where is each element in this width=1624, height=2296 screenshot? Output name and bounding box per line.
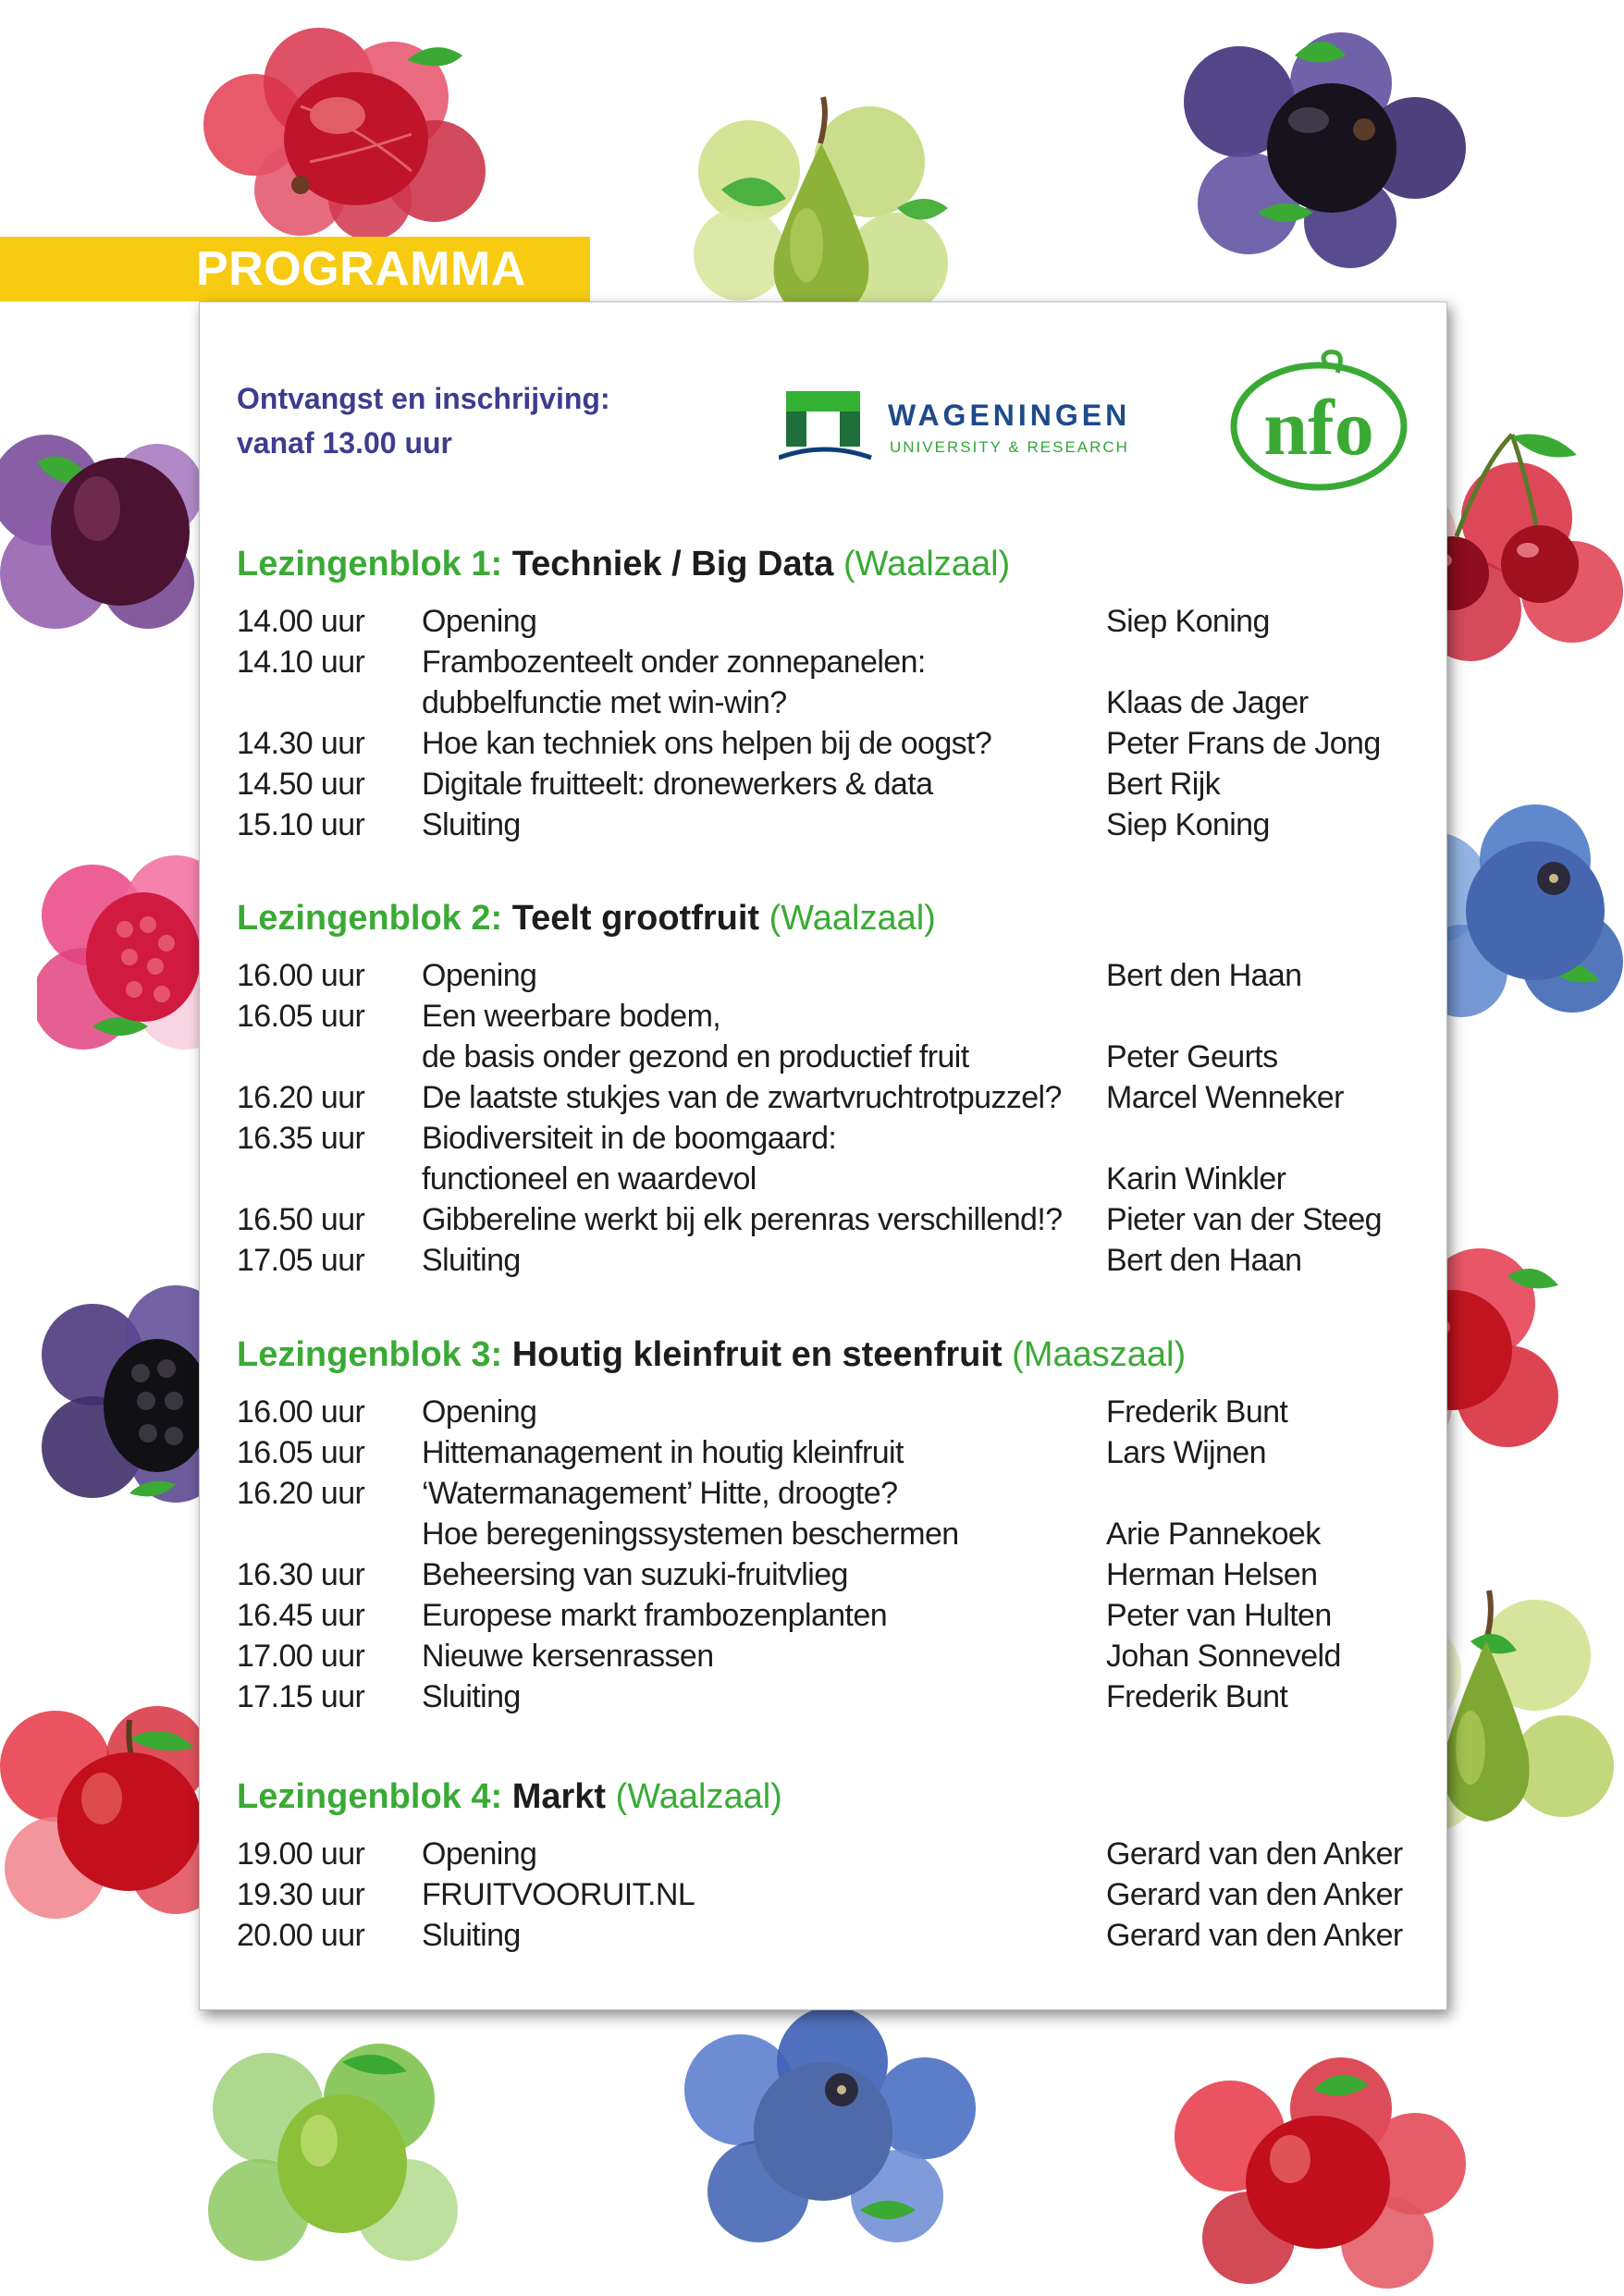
schedule-row: [237, 1473, 1430, 1514]
blueberry-bottom-illustration: [675, 1997, 980, 2256]
reception-line-2: vanaf 13.00 uur: [237, 426, 452, 460]
session-title: Opening: [422, 958, 537, 993]
block-label: Lezingenblok 1:: [237, 545, 503, 583]
session-title: Beheersing van suzuki-fruitvlieg: [422, 1557, 848, 1592]
apple-left-illustration: [0, 1683, 231, 1933]
block-title: Markt: [511, 1777, 607, 1816]
nfo-text: nfo: [1263, 383, 1374, 472]
session-speaker: Arie Pannekoek: [1106, 1516, 1321, 1552]
session-speaker: Siep Koning: [1106, 807, 1270, 842]
schedule-row: [237, 1118, 1430, 1159]
session-title: Hoe kan techniek ons helpen bij de oogst?: [422, 726, 992, 761]
session-speaker: [1106, 1473, 1430, 1514]
session-time: 14.50 uur: [237, 767, 365, 802]
session-time: 17.00 uur: [237, 1639, 365, 1674]
session-speaker: Siep Koning: [1106, 604, 1270, 639]
session-speaker: Bert den Haan: [1106, 1243, 1302, 1278]
block-title: Techniek / Big Data: [511, 545, 834, 583]
session-speaker: Herman Helsen: [1106, 1557, 1318, 1592]
schedule-row: [237, 601, 1430, 642]
session-time: 14.10 uur: [237, 645, 365, 680]
session-time: 16.05 uur: [237, 999, 365, 1034]
programma-banner: [0, 237, 590, 301]
gooseberry-illustration: [199, 23, 504, 245]
session-time: [237, 1037, 422, 1077]
session-time: 19.30 uur: [237, 1877, 365, 1912]
block-label: Lezingenblok 2:: [237, 899, 503, 938]
schedule-row: [237, 1037, 1430, 1077]
session-speaker: Lars Wijnen: [1106, 1435, 1266, 1470]
session-time: 14.00 uur: [237, 604, 365, 639]
block-room: (Waalzaal): [769, 899, 936, 938]
session-title: Hittemanagement in houtig kleinfruit: [422, 1435, 904, 1470]
block-label: Lezingenblok 4:: [237, 1777, 503, 1816]
program-card: [199, 301, 1447, 2010]
schedule-row: [237, 1874, 1430, 1915]
session-speaker: Frederik Bunt: [1106, 1394, 1288, 1430]
session-speaker: [1106, 642, 1430, 682]
schedule-row: [237, 1159, 1430, 1199]
lecture-block-4: [237, 1777, 1430, 1956]
block-label: Lezingenblok 3:: [237, 1335, 503, 1374]
plum-illustration: [0, 407, 213, 638]
schedule-row: [237, 996, 1430, 1037]
schedule-row: [237, 764, 1430, 804]
session-speaker: Bert den Haan: [1106, 958, 1302, 993]
session-title: Opening: [422, 1394, 537, 1430]
schedule-row: [237, 1595, 1430, 1636]
schedule-row: [237, 804, 1430, 845]
session-time: 17.05 uur: [237, 1243, 365, 1278]
lecture-block-2: [237, 899, 1430, 1281]
session-speaker: [1106, 996, 1430, 1037]
session-speaker: Johan Sonneveld: [1106, 1639, 1341, 1674]
session-speaker: Bert Rijk: [1106, 767, 1221, 802]
reception-info: [237, 376, 610, 465]
session-time: 16.00 uur: [237, 1394, 365, 1430]
schedule-rows: [237, 1392, 1430, 1717]
schedule-row: [237, 1915, 1430, 1956]
block-room: (Waalzaal): [615, 1777, 782, 1816]
schedule-row: [237, 642, 1430, 682]
schedule-row: [237, 1514, 1430, 1554]
schedule-row: [237, 1636, 1430, 1676]
session-title: dubbelfunctie met win-win?: [422, 685, 787, 720]
session-speaker: Frederik Bunt: [1106, 1679, 1288, 1714]
schedule-row: [237, 955, 1430, 996]
session-time: [237, 1159, 422, 1199]
session-time: 16.35 uur: [237, 1121, 365, 1156]
session-title: Een weerbare bodem,: [422, 999, 721, 1034]
nfo-logo: [1226, 347, 1411, 495]
session-title: Opening: [422, 1836, 537, 1872]
schedule-row: [237, 723, 1430, 764]
session-title: Sluiting: [422, 1679, 521, 1714]
session-title: Frambozenteelt onder zonnepanelen:: [422, 645, 926, 680]
session-title: Sluiting: [422, 807, 521, 842]
session-speaker: Gerard van den Anker: [1106, 1918, 1403, 1953]
session-title: Biodiversiteit in de boomgaard:: [422, 1121, 837, 1156]
schedule-rows: [237, 955, 1430, 1281]
green-apple-illustration: [203, 2025, 481, 2284]
session-title: Hoe beregeningssystemen beschermen: [422, 1516, 959, 1552]
session-speaker: Gerard van den Anker: [1106, 1836, 1403, 1872]
session-time: 20.00 uur: [237, 1918, 365, 1953]
blackcurrant-illustration: [1175, 28, 1470, 277]
session-title: Sluiting: [422, 1243, 521, 1278]
session-speaker: Klaas de Jager: [1106, 685, 1309, 720]
schedule-row: [237, 1676, 1430, 1717]
schedule-row: [237, 1392, 1430, 1432]
session-time: 16.20 uur: [237, 1080, 365, 1115]
block-room: (Maaszaal): [1012, 1335, 1187, 1374]
session-time: 16.50 uur: [237, 1202, 365, 1237]
session-speaker: Peter Geurts: [1106, 1039, 1278, 1074]
session-title: Europese markt frambozenplanten: [422, 1598, 888, 1633]
session-time: 16.00 uur: [237, 958, 365, 993]
reception-line-1: Ontvangst en inschrijving:: [237, 382, 610, 415]
session-speaker: [1106, 1118, 1430, 1159]
schedule-row: [237, 1554, 1430, 1595]
session-time: 16.30 uur: [237, 1557, 365, 1592]
session-speaker: Karin Winkler: [1106, 1161, 1286, 1197]
schedule-row: [237, 1240, 1430, 1281]
lecture-block-3: [237, 1335, 1430, 1717]
session-time: [237, 682, 422, 723]
block-room: (Waalzaal): [843, 545, 1011, 583]
session-speaker: Peter Frans de Jong: [1106, 726, 1381, 761]
block-heading: [237, 545, 1430, 584]
apple-bottom-illustration: [1165, 2044, 1470, 2293]
session-time: 17.15 uur: [237, 1679, 365, 1714]
session-title: functioneel en waardevol: [422, 1161, 757, 1197]
session-speaker: Marcel Wenneker: [1106, 1080, 1344, 1115]
session-time: 16.20 uur: [237, 1476, 365, 1511]
schedule-row: [237, 1834, 1430, 1874]
session-speaker: Pieter van der Steeg: [1106, 1202, 1382, 1237]
session-title: De laatste stukjes van de zwartvruchtrotpuzzel?: [422, 1080, 1062, 1115]
session-time: 14.30 uur: [237, 726, 365, 761]
session-speaker: Peter van Hulten: [1106, 1598, 1332, 1633]
session-title: FRUITVOORUIT.NL: [422, 1877, 695, 1912]
block-heading: [237, 1335, 1430, 1375]
block-heading: [237, 1777, 1430, 1817]
session-title: ‘Watermanagement’ Hitte, droogte?: [422, 1476, 898, 1511]
schedule-row: [237, 1432, 1430, 1473]
session-title: de basis onder gezond en productief fruit: [422, 1039, 969, 1074]
session-title: Opening: [422, 604, 537, 639]
pear-top-illustration: [684, 88, 962, 338]
schedule-rows: [237, 1834, 1430, 1956]
session-time: 19.00 uur: [237, 1836, 365, 1872]
block-title: Houtig kleinfruit en steenfruit: [511, 1335, 1003, 1374]
schedule-row: [237, 1077, 1430, 1118]
session-title: Nieuwe kersenrassen: [422, 1639, 714, 1674]
wur-name: WAGENINGEN: [888, 399, 1131, 432]
lecture-block-1: [237, 545, 1430, 845]
session-title: Gibbereline werkt bij elk perenras verschillend!?: [422, 1202, 1063, 1237]
session-time: 16.05 uur: [237, 1435, 365, 1470]
session-time: 16.45 uur: [237, 1598, 365, 1633]
banner-title: PROGRAMMA: [196, 242, 526, 296]
schedule-row: [237, 682, 1430, 723]
schedule-row: [237, 1199, 1430, 1240]
schedule-rows: [237, 601, 1430, 845]
session-time: [237, 1514, 422, 1554]
block-heading: [237, 899, 1430, 939]
wur-subtitle: UNIVERSITY & RESEARCH: [890, 438, 1129, 456]
session-title: Digitale fruitteelt: dronewerkers & data: [422, 767, 933, 802]
session-title: Sluiting: [422, 1918, 521, 1953]
wageningen-logo: [779, 384, 1176, 467]
session-time: 15.10 uur: [237, 807, 365, 842]
session-speaker: Gerard van den Anker: [1106, 1877, 1403, 1912]
block-title: Teelt grootfruit: [511, 899, 760, 938]
